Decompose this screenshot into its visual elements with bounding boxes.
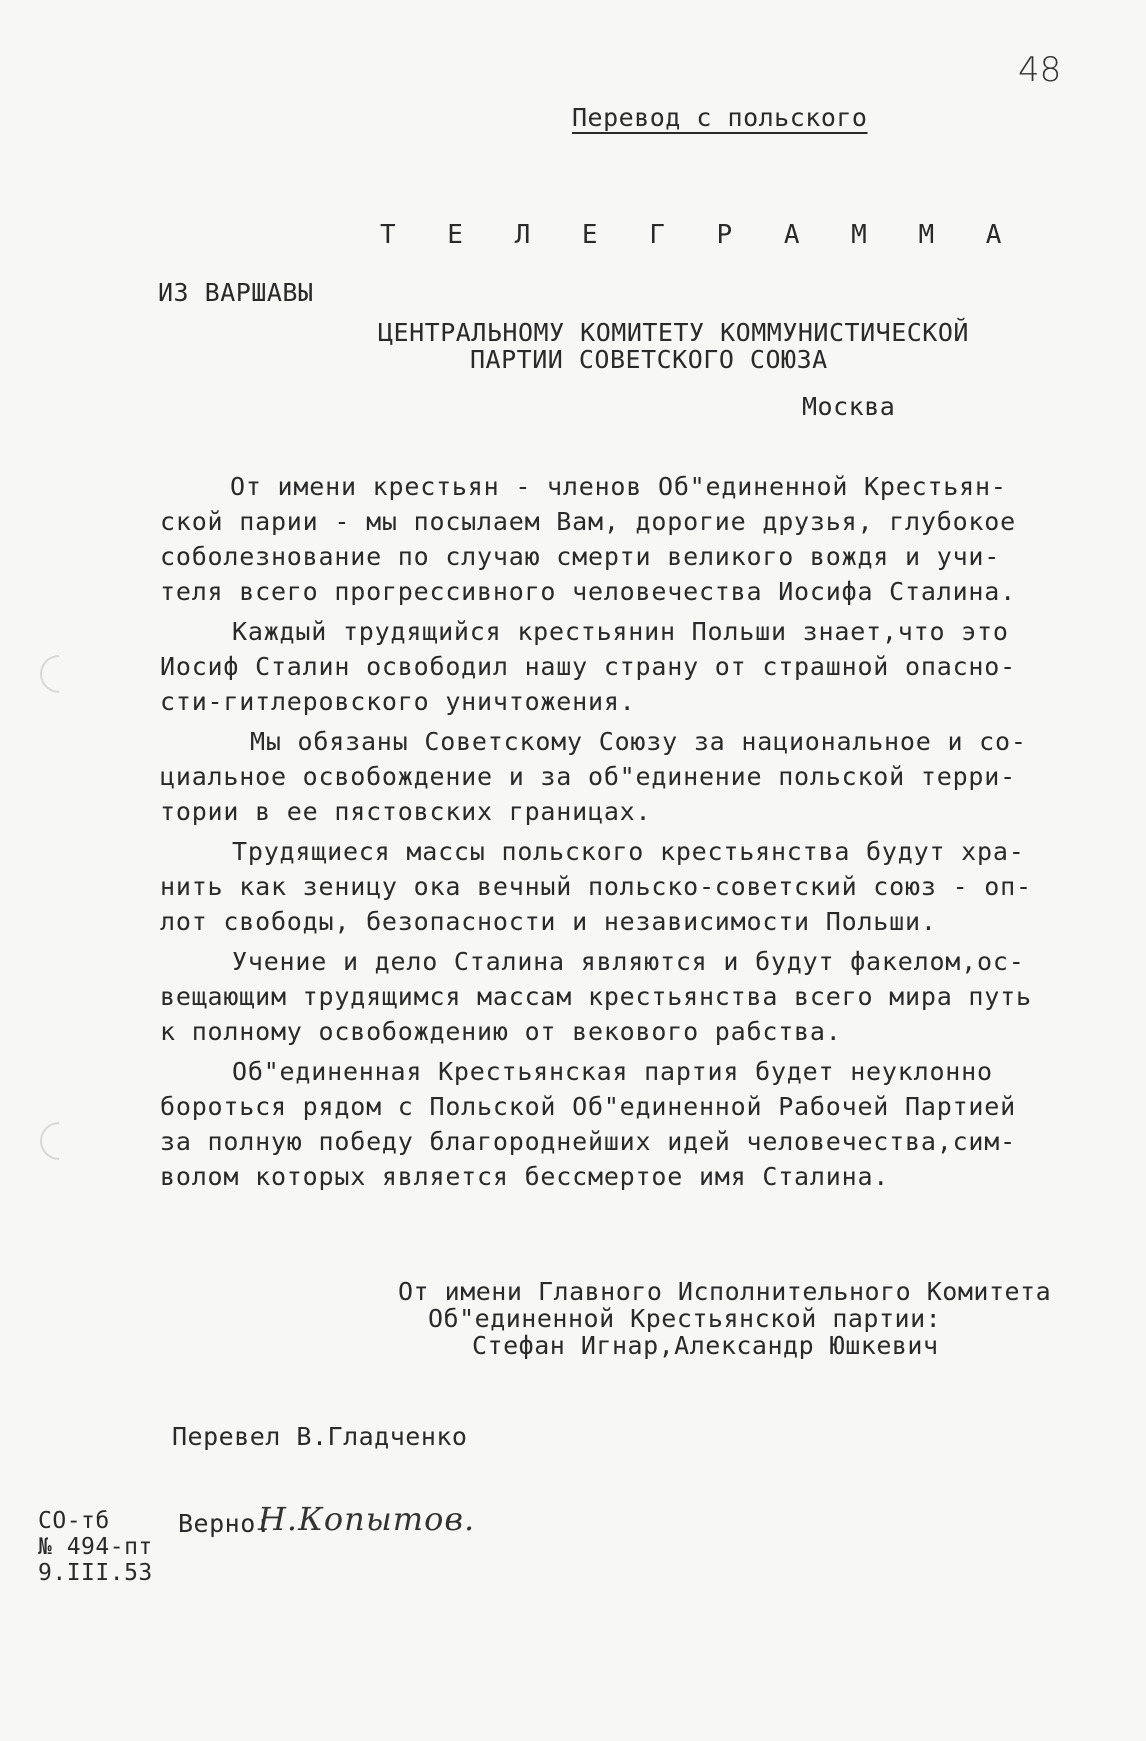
body-line: ской парии - мы посылаем Вам, дорогие друзья, глубокое — [160, 507, 1016, 536]
punch-hole-mark — [32, 1114, 86, 1168]
registry-line-2: № 494-пт — [38, 1534, 153, 1560]
body-line: Трудящиеся массы польского крестьянства будут хра- — [232, 837, 1025, 866]
body-line: нить как зеницу ока вечный польско-советский союз - оп- — [160, 872, 1032, 901]
body-line: Иосиф Сталин освободил нашу страну от страшной опасно- — [160, 652, 1016, 681]
body-line: сти-гитлеровского уничтожения. — [160, 687, 636, 716]
body-line: соболезнование по случаю смерти великого вождя и учи- — [160, 542, 1001, 571]
body-line: От имени крестьян - членов Об"единенной Крестьян- — [230, 472, 1007, 501]
signature-line-1: От имени Главного Исполнительного Комитета — [398, 1277, 1052, 1306]
body-line: циальное освобождение и за об"единение польской терри- — [160, 762, 1016, 791]
addressee-line-1: ЦЕНТРАЛЬНОМУ КОМИТЕТУ КОММУНИСТИЧЕСКОЙ — [378, 318, 969, 347]
addressee-line-2: ПАРТИИ СОВЕТСКОГО СОЮЗА — [470, 345, 828, 374]
body-line: Мы обязаны Советскому Союзу за национальное и со- — [250, 727, 1027, 756]
body-line: Каждый трудящийся крестьянин Польши знает,что это — [232, 617, 1009, 646]
body-line: вещающим трудящимся массам крестьянства всего мира путь — [160, 982, 1032, 1011]
signature-line-3: Стефан Игнар,Александр Юшкевич — [472, 1331, 939, 1360]
document-title: Т Е Л Е Г Р А М М А — [380, 220, 1020, 250]
page-number: 48 — [1018, 50, 1062, 90]
body-line: лот свободы, безопасности и независимости Польши. — [160, 907, 937, 936]
body-line: Об"единенная Крестьянская партия будет неуклонно — [232, 1057, 993, 1086]
addressee-city: Москва — [802, 392, 896, 421]
signature-line-2: Об"единенной Крестьянской партии: — [428, 1304, 942, 1333]
body-line: за полную победу благороднейших идей человечества,сим- — [160, 1127, 1016, 1156]
translation-heading: Перевод с польского — [572, 103, 868, 132]
translator-note: Перевел В.Гладченко — [172, 1422, 468, 1451]
registry-line-1: СО-тб — [38, 1508, 110, 1534]
registry-line-3: 9.III.53 — [38, 1560, 153, 1586]
body-line: волом которых является бессмертое имя Сталина. — [160, 1162, 890, 1191]
body-line: теля всего прогрессивного человечества Иосифа Сталина. — [160, 577, 1016, 606]
body-line: бороться рядом с Польской Об"единенной Рабочей Партией — [160, 1092, 1016, 1121]
verified-signature: Н.Копытов. — [258, 1500, 476, 1538]
punch-hole-mark — [32, 647, 86, 701]
body-line: Учение и дело Сталина являются и будут факелом,ос- — [232, 947, 1025, 976]
origin-line: ИЗ ВАРШАВЫ — [158, 278, 314, 307]
body-line: к полному освобождению от векового рабства. — [160, 1017, 842, 1046]
body-line: тории в ее пястовских границах. — [160, 797, 652, 826]
verified-label: Верно: — [178, 1509, 272, 1538]
